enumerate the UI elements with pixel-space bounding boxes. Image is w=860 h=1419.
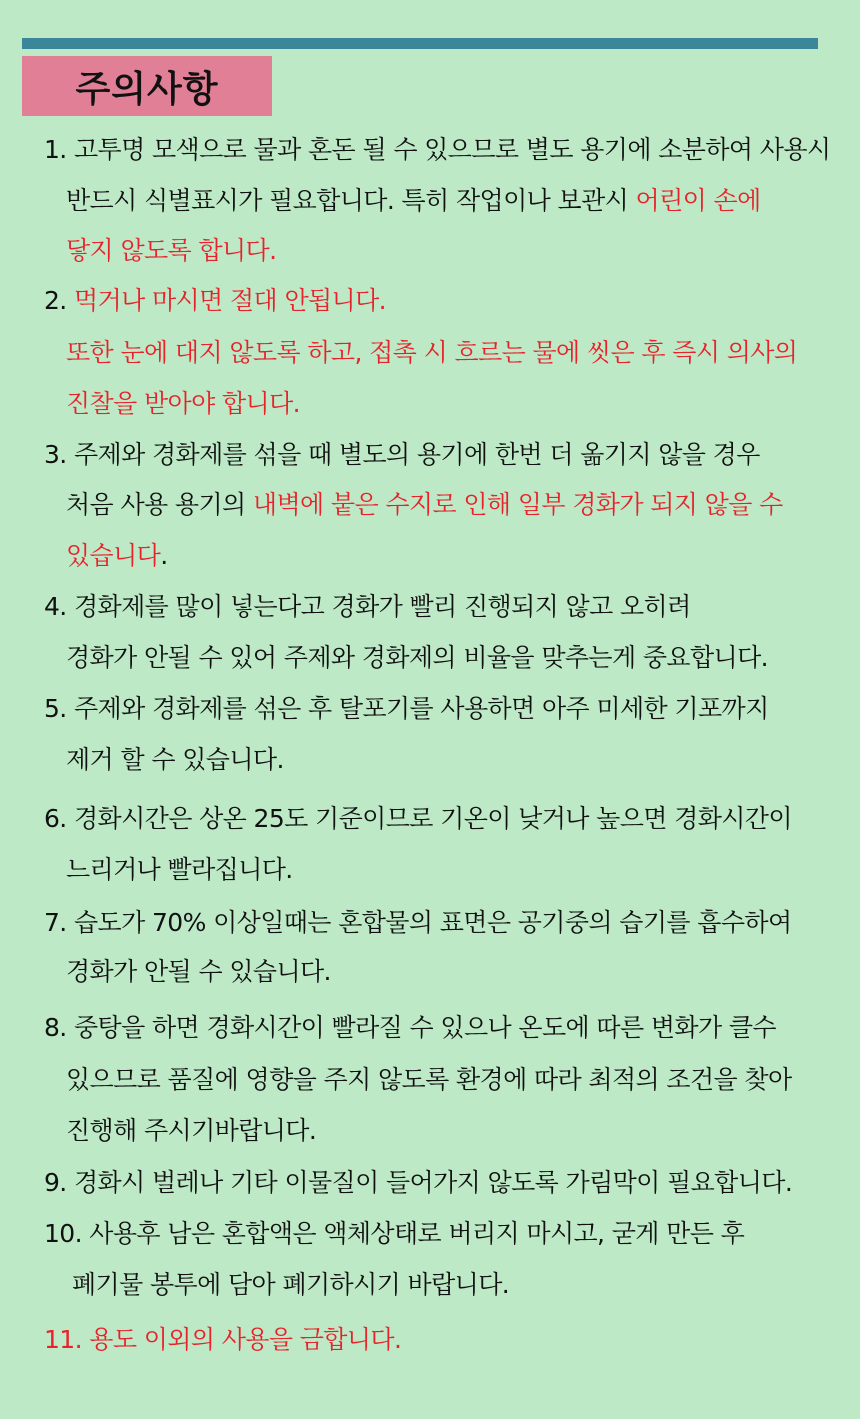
warning-text: 있습니다 [66,541,161,570]
notice-line: 8. 중탕을 하면 경화시간이 빨라질 수 있으나 온도에 따른 변화가 클수 [44,1013,776,1042]
warning-text: 먹거나 마시면 절대 안됩니다. [74,286,386,315]
notice-line: 있으므로 품질에 영향을 주지 않도록 환경에 따라 최적의 조건을 찾아 [66,1065,792,1094]
notice-line: 7. 습도가 70% 이상일때는 혼합물의 표면은 공기중의 습기를 흡수하여 [44,908,792,937]
top-accent-bar [22,38,818,49]
notice-line: 1. 고투명 모색으로 물과 혼돈 될 수 있으므로 별도 용기에 소분하여 사용시 [44,135,831,164]
notice-line: 느리거나 빨라집니다. [66,855,293,884]
notice-line: 3. 주제와 경화제를 섞을 때 별도의 용기에 한번 더 옮기지 않을 경우 [44,440,760,469]
notice-line: 경화가 안될 수 있어 주제와 경화제의 비율을 맞추는게 중요합니다. [66,643,768,672]
notice-line: 처음 사용 용기의 내벽에 붙은 수지로 인해 일부 경화가 되지 않을 수 [66,490,783,519]
notice-line: 2. 먹거나 마시면 절대 안됩니다. [44,286,386,315]
notice-line: 반드시 식별표시가 필요합니다. 특히 작업이나 보관시 어린이 손에 [66,186,761,215]
title-banner [22,56,272,116]
notice-line: 제거 할 수 있습니다. [66,745,284,774]
warning-text: 11. 용도 이외의 사용을 금합니다. [44,1325,402,1354]
notice-line: 6. 경화시간은 상온 25도 기준이므로 기온이 낮거나 높으면 경화시간이 [44,804,792,833]
notice-line: 경화가 안될 수 있습니다. [66,957,331,986]
warning-text: 내벽에 붙은 수지로 인해 일부 경화가 되지 않을 수 [252,490,783,519]
notice-line: 있습니다. [66,541,168,570]
notice-line: 폐기물 봉투에 담아 폐기하시기 바랍니다. [72,1270,510,1299]
warning-text: 어린이 손에 [635,186,761,215]
notice-line: 4. 경화제를 많이 넣는다고 경화가 빨리 진행되지 않고 오히려 [44,592,691,621]
warning-text: 진찰을 받아야 합니다. [66,389,300,418]
warning-text: 또한 눈에 대지 않도록 하고, 접촉 시 흐르는 물에 씻은 후 즉시 의사의 [66,338,798,367]
notice-line: 10. 사용후 남은 혼합액은 액체상태로 버리지 마시고, 굳게 만든 후 [44,1219,745,1248]
page-title: 주의사항 [75,68,219,110]
notice-line: 9. 경화시 벌레나 기타 이물질이 들어가지 않도록 가림막이 필요합니다. [44,1168,793,1197]
warning-text: 닿지 않도록 합니다. [66,236,277,265]
notice-line: 진행해 주시기바랍니다. [66,1116,317,1145]
notice-line: 5. 주제와 경화제를 섞은 후 탈포기를 사용하면 아주 미세한 기포까지 [44,694,769,723]
